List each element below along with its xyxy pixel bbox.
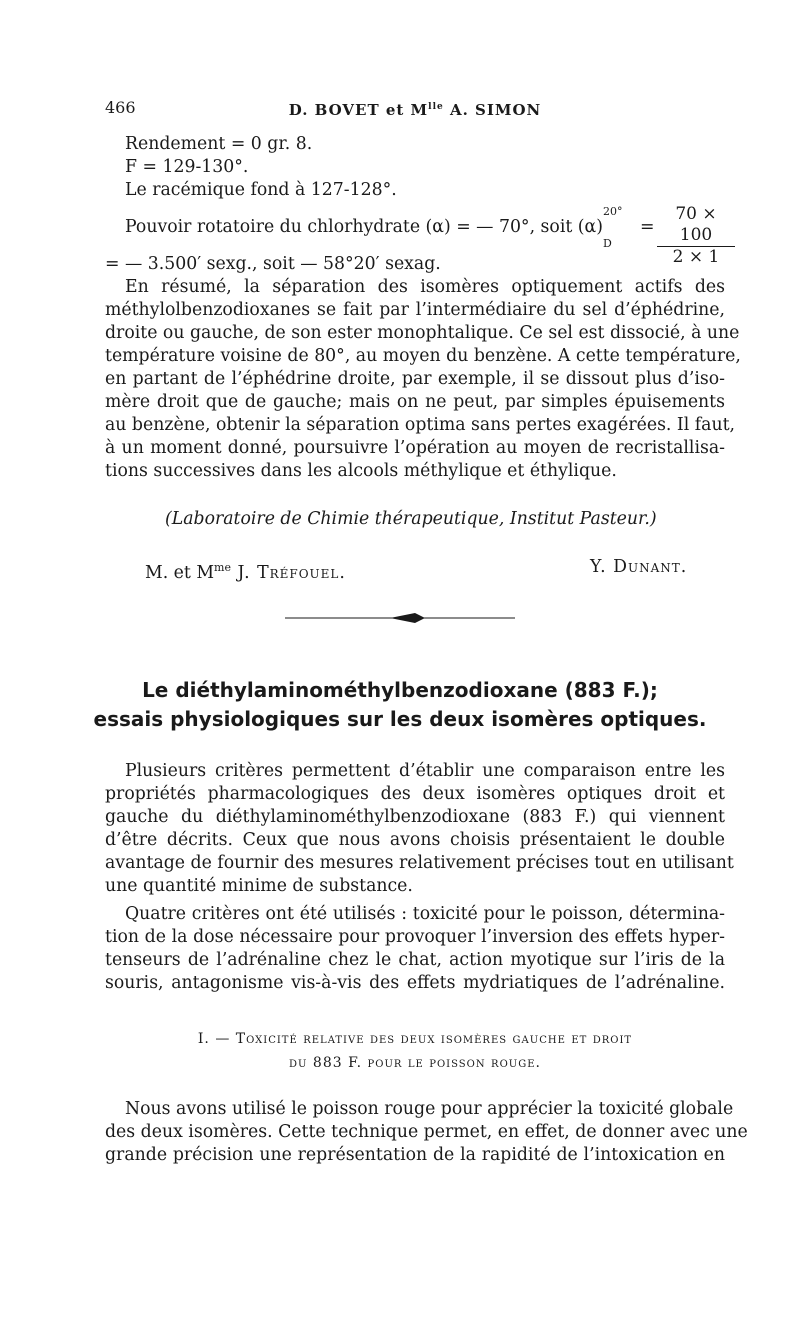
fraction-denominator: 2 × 1 <box>672 247 720 267</box>
summary-line-last: tions successives dans les alcools méthylique et éthylique. <box>105 461 617 481</box>
summary-line: en partant de l’éphédrine droite, par exemple, il se dissout plus d’iso- <box>105 369 725 389</box>
summary-line: En résumé, la séparation des isomères optiquement actifs des <box>125 277 725 297</box>
paragraph-line: Nous avons utilisé le poisson rouge pour apprécier la toxicité globale <box>125 1099 734 1119</box>
section-heading-line1: I. — Toxicité relative des deux isomères gauche et droit <box>197 1031 633 1047</box>
racemic-line: Le racémique fond à 127-128°. <box>125 180 397 200</box>
running-head <box>105 96 725 122</box>
summary-line: méthylolbenzodioxanes se fait par l’intermédiaire du sel d’éphédrine, <box>105 300 725 320</box>
running-head-authors-end: A. SIMON <box>443 101 542 119</box>
paragraph-line: avantage de fournir des mesures relativement précises tout en utilisant <box>105 853 734 873</box>
rotatory-equals: = <box>640 217 655 237</box>
paragraph-line-last: une quantité minime de substance. <box>105 876 413 896</box>
page-number: 466 <box>105 98 136 117</box>
rotatory-power-text: Pouvoir rotatoire du chlorhydrate (α) = — 70°, soit (α) <box>125 217 603 237</box>
paragraph-line: d’être décrits. Ceux que nous avons choisis présentaient le double <box>105 830 725 850</box>
paragraph-line: Quatre critères ont été utilisés : toxicité pour le poisson, détermina- <box>125 904 725 924</box>
rotatory-superscript: 20° <box>603 205 623 218</box>
running-head-sup: lle <box>428 102 444 112</box>
paragraph-line: souris, antagonisme vis-à-vis des effets mydriatiques de l’adrénaline. <box>105 973 725 993</box>
page-header <box>105 96 725 122</box>
rotatory-fraction <box>657 204 735 268</box>
summary-line: mère droit que de gauche; mais on ne peut, par simples épuisements <box>105 392 725 412</box>
signature-left-sup: me <box>214 561 231 574</box>
melting-point-line: F = 129-130°. <box>125 157 249 177</box>
paragraph-line: tenseurs de l’adrénaline chez le chat, action myotique sur l’iris de la <box>105 950 725 970</box>
section-heading-line2: du 883 F. pour le poisson rouge. <box>289 1055 541 1071</box>
fraction-numerator: 70 × 100 <box>657 204 735 247</box>
paragraph-line: Plusieurs critères permettent d’établir une comparaison entre les <box>125 761 725 781</box>
lab-credit: (Laboratoire de Chimie thérapeutique, Institut Pasteur.) <box>165 509 657 529</box>
summary-line: à un moment donné, poursuivre l’opération au moyen de recristallisa- <box>105 438 725 458</box>
paragraph-line: propriétés pharmacologiques des deux isomères optiques droit et <box>105 784 725 804</box>
rendement-line: Rendement = 0 gr. 8. <box>125 134 313 154</box>
signature-left <box>145 556 346 585</box>
summary-line: droite ou gauche, de son ester monophtalique. Ce sel est dissocié, à une <box>105 323 740 343</box>
paragraph-line: des deux isomères. Cette technique permet, en effet, de donner avec une <box>105 1122 748 1142</box>
running-head-authors: D. BOVET et M <box>288 101 429 119</box>
paragraph-line: gauche du diéthylaminométhylbenzodioxane (883 F.) qui viennent <box>105 807 725 827</box>
signature-right: Y. Dunant. <box>590 557 688 577</box>
rotatory-subscript: D <box>603 237 612 250</box>
paragraph-line: tion de la dose nécessaire pour provoquer l’inversion des effets hyper- <box>105 927 725 947</box>
signature-left-name: J. Tréfouel. <box>231 562 346 583</box>
ornament-divider <box>285 612 515 624</box>
rotatory-result-line: = — 3.500′ sexg., soit — 58°20′ sexag. <box>105 254 441 274</box>
signature-left-prefix: M. et M <box>145 562 215 583</box>
summary-line: au benzène, obtenir la séparation optima sans pertes exagérées. Il faut, <box>105 415 736 435</box>
article-title-line1: Le diéthylaminométhylbenzodioxane (883 F.); <box>142 678 658 702</box>
paragraph-line: grande précision une représentation de la rapidité de l’intoxication en <box>105 1145 725 1165</box>
summary-line: température voisine de 80°, au moyen du benzène. A cette température, <box>105 346 741 366</box>
article-title-line2: essais physiologiques sur les deux isomères optiques. <box>93 707 707 731</box>
